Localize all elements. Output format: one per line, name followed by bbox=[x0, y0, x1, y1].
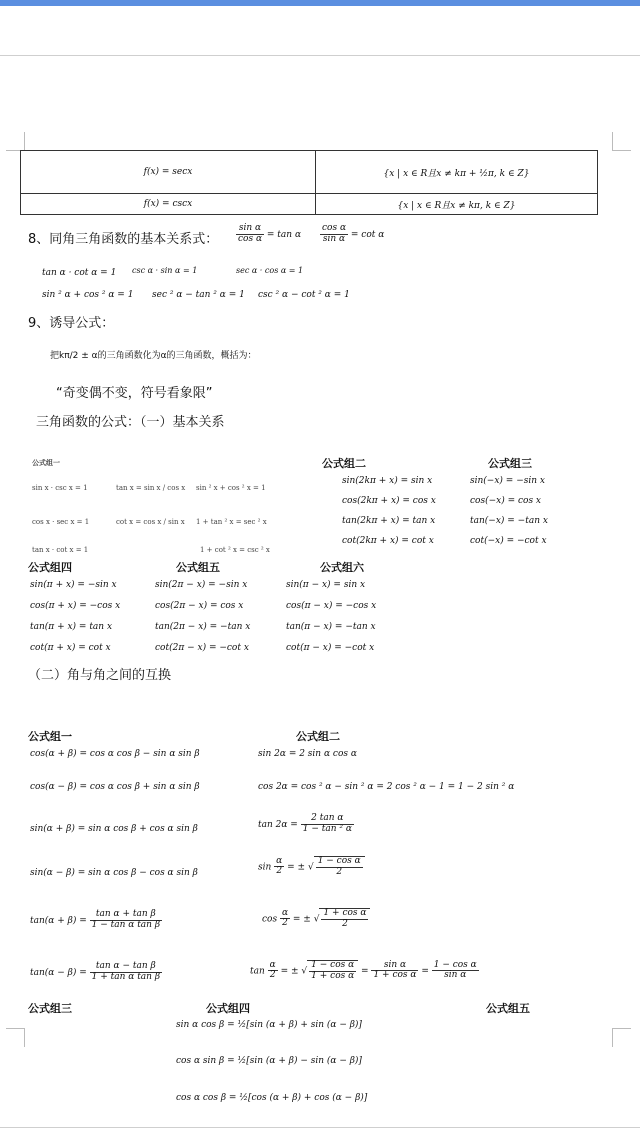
table-cell-domain: {x | x ∈ R且x ≠ kπ, k ∈ Z} bbox=[316, 194, 598, 215]
group5-item: cot(2π − x) = −cot x bbox=[155, 643, 249, 653]
table-row bbox=[21, 194, 598, 215]
table-cell-domain: {x | x ∈ R且x ≠ kπ + ½π, k ∈ Z} bbox=[316, 151, 598, 194]
group3-item: cos(−x) = cos x bbox=[470, 496, 541, 506]
induction-motto: “奇变偶不变，符号看象限” bbox=[56, 386, 213, 401]
formula-lhs: tan(α − β) = bbox=[30, 967, 87, 978]
toolbar-divider bbox=[0, 55, 640, 56]
group2-item: cot(2kπ + x) = cot x bbox=[342, 536, 434, 546]
product-to-sum: sin α cos β = ½[sin (α + β) + sin (α − β)] bbox=[176, 1020, 362, 1030]
double-angle-sin: sin 2α = 2 sin α cos α bbox=[258, 749, 357, 759]
group2-item: cos(2kπ + x) = cos x bbox=[342, 496, 436, 506]
section-9-title: 9、诱导公式： bbox=[28, 316, 115, 331]
b-group5-title: 公式组五 bbox=[486, 1002, 530, 1015]
crop-mark-bottom-left bbox=[6, 1028, 25, 1047]
formula-lhs: sin bbox=[258, 862, 272, 873]
bottom-divider bbox=[0, 1127, 640, 1128]
frac-rhs: = tan α bbox=[266, 229, 302, 240]
reciprocal-identity: sec α · cos α = 1 bbox=[236, 266, 304, 275]
frac-den: 2 bbox=[269, 970, 276, 981]
sum-formula: cos(α + β) = cos α cos β − sin α sin β bbox=[30, 749, 200, 759]
group2-item: tan(2kπ + x) = tan x bbox=[342, 516, 436, 526]
group4-title: 公式组四 bbox=[28, 561, 72, 574]
domain-table bbox=[20, 150, 598, 215]
tan-sum-formula bbox=[30, 910, 162, 931]
b-group2-title: 公式组二 bbox=[296, 730, 340, 743]
group4-item: cos(π + x) = −cos x bbox=[30, 601, 121, 611]
plus-minus: = ± bbox=[280, 966, 299, 977]
frac-den: 1 + cos α bbox=[311, 970, 355, 981]
frac-num: α bbox=[269, 959, 276, 970]
group4-item: cot(π + x) = cot x bbox=[30, 643, 111, 653]
table-cell-func: f(x) = cscx bbox=[21, 194, 316, 215]
half-angle-cos: cos $\frac{\alpha}{2}$ = ± √ $\frac{\text{1 + cos α}}{2}$ bbox=[262, 908, 370, 930]
identity-item: sin x · csc x = 1 bbox=[32, 484, 88, 492]
reciprocal-identity: tan α · cot α = 1 bbox=[42, 268, 117, 278]
sum-formula: sin(α + β) = sin α cos β + cos α sin β bbox=[30, 824, 198, 834]
induction-description: 把kπ/2 ± α的三角函数化为α的三角函数，概括为： bbox=[50, 351, 257, 361]
sum-formula: sin(α − β) = sin α cos β − cos α sin β bbox=[30, 868, 198, 878]
tan-diff-formula bbox=[30, 962, 162, 983]
product-to-sum: cos α sin β = ½[sin (α + β) − sin (α − β)] bbox=[176, 1056, 362, 1066]
group3-title: 公式组三 bbox=[488, 457, 532, 470]
frac-num: α bbox=[281, 907, 289, 918]
group2-title: 公式组二 bbox=[322, 457, 366, 470]
group3-item: sin(−x) = −sin x bbox=[470, 476, 545, 486]
frac-num: tan α + tan β bbox=[90, 910, 162, 921]
half-angle-sin: sin $\frac{\alpha}{2}$ = ± √ $\frac{\text{1 − cos α}}{2}$ bbox=[258, 856, 365, 878]
frac-rhs: = cot α bbox=[350, 229, 385, 240]
frac-den: 2 bbox=[336, 866, 343, 877]
group6-item: sin(π − x) = sin x bbox=[286, 580, 366, 590]
frac-num: 1 + cos α bbox=[323, 908, 367, 918]
crop-mark-top-left bbox=[6, 132, 25, 151]
group4-item: tan(π + x) = tan x bbox=[30, 622, 113, 632]
table-cell-func: f(x) = secx bbox=[21, 151, 316, 194]
formula-lhs: cos bbox=[262, 914, 278, 925]
crop-mark-top-right bbox=[612, 132, 631, 151]
table-row bbox=[21, 151, 598, 194]
frac-num: 2 tan α bbox=[301, 814, 354, 825]
frac-num: 1 − cos α bbox=[433, 959, 477, 970]
pythagorean-identity: csc ² α − cot ² α = 1 bbox=[258, 290, 350, 300]
identity-item: cot x = cos x / sin x bbox=[116, 518, 185, 526]
sum-formula: cos(α − β) = cos α cos β + sin α sin β bbox=[30, 782, 200, 792]
frac-den: 2 bbox=[276, 866, 283, 877]
frac-num: cos α bbox=[322, 223, 347, 233]
quotient-identity-1 bbox=[236, 224, 301, 245]
frac-den: 2 bbox=[342, 918, 348, 929]
group6-item: tan(π − x) = −tan x bbox=[286, 622, 376, 632]
reciprocal-identity: csc α · sin α = 1 bbox=[132, 266, 198, 275]
frac-den: cos α bbox=[238, 233, 263, 244]
frac-num: sin α bbox=[236, 224, 264, 235]
frac-den: sin α bbox=[444, 970, 467, 981]
group5-item: sin(2π − x) = −sin x bbox=[155, 580, 248, 590]
pythagorean-identity: sec ² α − tan ² α = 1 bbox=[152, 290, 245, 300]
frac-num: 1 − cos α bbox=[317, 856, 361, 866]
b-group4-title: 公式组四 bbox=[206, 1002, 250, 1015]
identity-item: tan x = sin x / cos x bbox=[116, 484, 186, 492]
identity-item: cos x · sec x = 1 bbox=[32, 518, 90, 526]
frac-num: sin α bbox=[371, 961, 418, 972]
identity-item: 1 + tan ² x = sec ² x bbox=[196, 518, 267, 526]
formula-lhs: tan bbox=[250, 966, 265, 977]
frac-num: α bbox=[276, 855, 283, 866]
half-angle-tan: tan $\frac{\alpha}{2}$ = ± √ $\frac{\text{1 − cos α}}{\text{1 + cos α}}$ = $\frac{\text{sin α}}{\text{1 + cos α}}$ = $\frac{\text{1 − cos α}}{\text{sin α}}$ bbox=[250, 959, 477, 981]
group1-title: 公式组一 bbox=[32, 458, 60, 467]
frac-den: 1 + tan α tan β bbox=[91, 971, 161, 982]
frac-num: 1 − cos α bbox=[311, 960, 355, 970]
quotient-identity-2 bbox=[320, 224, 384, 245]
group6-item: cos(π − x) = −cos x bbox=[286, 601, 377, 611]
group4-item: sin(π + x) = −sin x bbox=[30, 580, 117, 590]
angle-conversion-title: （二）角与角之间的互换 bbox=[28, 668, 172, 683]
formula-lhs: tan 2α = bbox=[258, 819, 298, 830]
frac-den: sin α bbox=[322, 233, 346, 244]
section-8-title: 8、同角三角函数的基本关系式： bbox=[28, 232, 219, 247]
plus-minus: = ± bbox=[292, 914, 311, 925]
group5-item: cos(2π − x) = cos x bbox=[155, 601, 244, 611]
identity-item: tan x · cot x = 1 bbox=[32, 546, 89, 554]
group5-item: tan(2π − x) = −tan x bbox=[155, 622, 251, 632]
frac-den: 1 − tan α tan β bbox=[91, 919, 161, 930]
app-top-bar bbox=[0, 0, 640, 6]
b-group3-title: 公式组三 bbox=[28, 1002, 72, 1015]
group6-item: cot(π − x) = −cot x bbox=[286, 643, 375, 653]
basic-relations-subtitle: 三角函数的公式：（一）基本关系 bbox=[36, 415, 225, 430]
group6-title: 公式组六 bbox=[320, 561, 364, 574]
group5-title: 公式组五 bbox=[176, 561, 220, 574]
identity-item: 1 + cot ² x = csc ² x bbox=[200, 546, 270, 554]
frac-num: tan α − tan β bbox=[90, 962, 162, 973]
formula-lhs: tan(α + β) = bbox=[30, 915, 87, 926]
pythagorean-identity: sin ² α + cos ² α = 1 bbox=[42, 290, 134, 300]
identity-item: sin ² x + cos ² x = 1 bbox=[196, 484, 266, 492]
crop-mark-bottom-right bbox=[612, 1028, 631, 1047]
group2-item: sin(2kπ + x) = sin x bbox=[342, 476, 433, 486]
frac-den: 1 − tan ² α bbox=[302, 823, 352, 834]
group3-item: tan(−x) = −tan x bbox=[470, 516, 548, 526]
b-group1-title: 公式组一 bbox=[28, 730, 72, 743]
plus-minus: = ± bbox=[287, 862, 306, 873]
frac-den: 1 + cos α bbox=[373, 970, 417, 981]
double-angle-cos: cos 2α = cos ² α − sin ² α = 2 cos ² α − 1 = 1 − 2 sin ² α bbox=[258, 782, 515, 792]
double-angle-tan bbox=[258, 814, 354, 835]
group3-item: cot(−x) = −cot x bbox=[470, 536, 547, 546]
product-to-sum: cos α cos β = ½[cos (α + β) + cos (α − β)] bbox=[176, 1093, 368, 1103]
frac-den: 2 bbox=[282, 918, 288, 929]
